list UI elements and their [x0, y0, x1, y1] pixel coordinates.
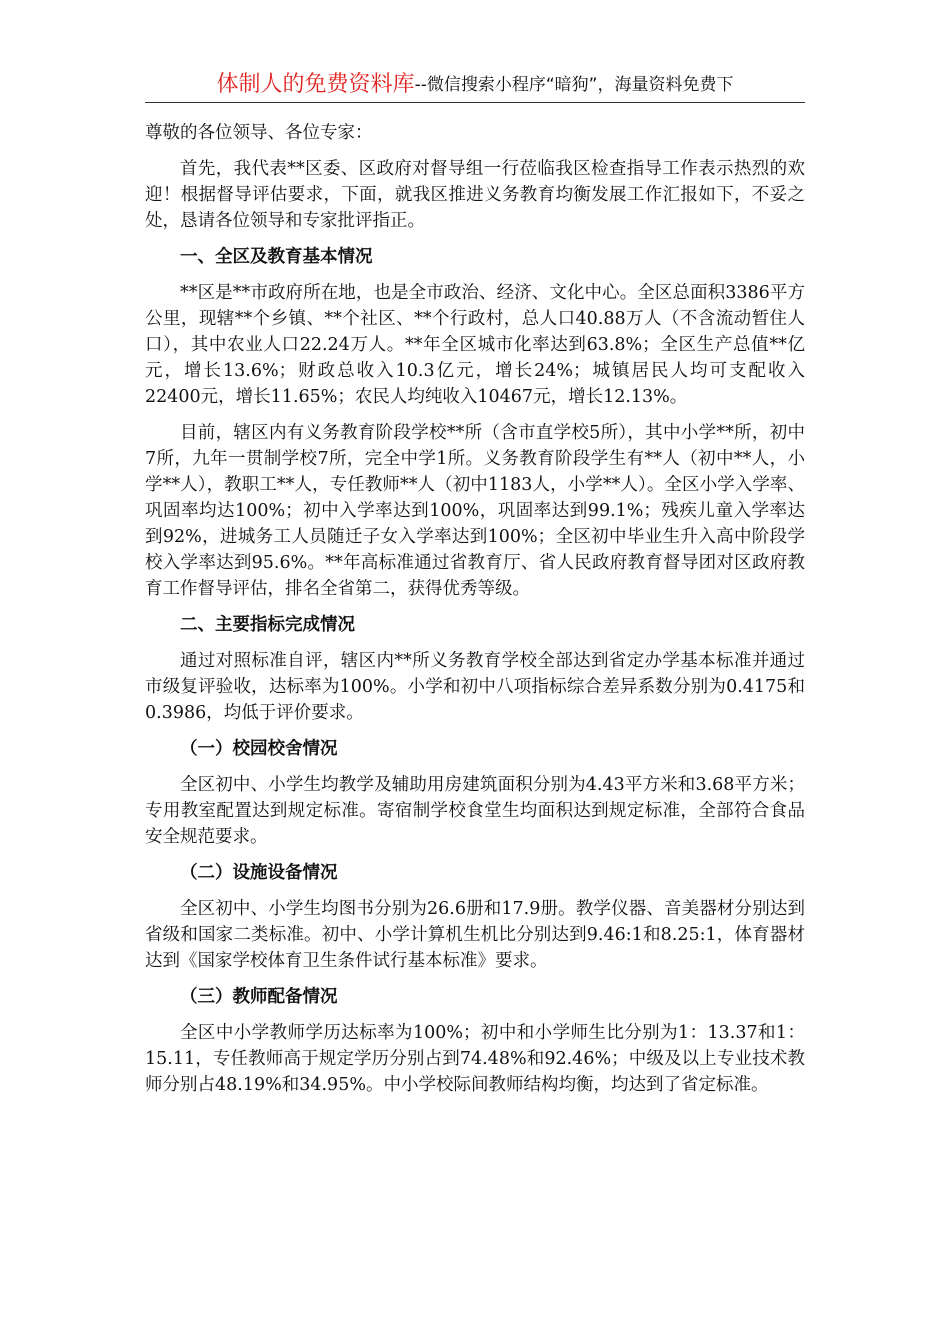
paragraph-indicators-intro: 通过对照标准自评，辖区内**所义务教育学校全部达到省定办学基本标准并通过市级复评验收，达标率为100%。小学和初中八项指标综合差异系数分别为0.4175和0.3986，均低于评价要求。: [145, 651, 805, 723]
paragraph-facilities: 全区初中、小学生均图书分别为26.6册和17.9册。教学仪器、音美器材分别达到省级和国家二类标准。初中、小学计算机生机比分别达到9.46:1和8.25:1，体育器材达到《国家学校体育卫生条件试行基本标准》要求。: [145, 899, 805, 971]
section-heading-basic-situation: 一、全区及教育基本情况: [180, 247, 373, 267]
subsection-heading-campus: （一）校园校舍情况: [180, 739, 338, 759]
paragraph-education-overview: 目前，辖区内有义务教育阶段学校**所（含市直学校5所），其中小学**所，初中7所，九年一贯制学校7所，完全中学1所。义务教育阶段学生有**人（初中**人，小学**人），教职工**人，专任教师**人（初中1183人，小学**人）。全区小学入学率、巩固率均达100%；初中入学率达到100%，巩固率达到99.1%；残疾儿童入学率达到92%，进城务工人员随迁子女入学率达到100%；全区初中毕业生升入高中阶段学校入学率达到95.6%。**年高标准通过省教育厅、省人民政府教育督导团对区政府教育工作督导评估，排名全省第二，获得优秀等级。: [145, 423, 805, 599]
subsection-heading-facilities: （二）设施设备情况: [180, 863, 338, 883]
header-brand: 体制人的免费资料库: [216, 72, 415, 97]
page-header: [145, 66, 805, 103]
paragraph-campus: 全区初中、小学生均教学及辅助用房建筑面积分别为4.43平方米和3.68平方米；专用教室配置达到规定标准。寄宿制学校食堂生均面积达到规定标准，全部符合食品安全规范要求。: [145, 775, 805, 847]
salutation: 尊敬的各位领导、各位专家：: [145, 123, 373, 143]
subsection-heading-teachers: （三）教师配备情况: [180, 987, 338, 1007]
header-tagline: --微信搜索小程序“暗狗”，海量资料免费下: [414, 75, 734, 95]
paragraph-teachers: 全区中小学教师学历达标率为100%；初中和小学师生比分别为1：13.37和1：15.11，专任教师高于规定学历分别占到74.48%和92.46%；中级及以上专业技术教师分别占48.19%和34.95%。中小学校际间教师结构均衡，均达到了省定标准。: [145, 1023, 805, 1095]
paragraph-district-overview: **区是**市政府所在地，也是全市政治、经济、文化中心。全区总面积3386平方公里，现辖**个乡镇、**个社区、**个行政村，总人口40.88万人（不含流动暂住人口），其中农业人口22.24万人。**年全区城市化率达到63.8%；全区生产总值**亿元，增长13.6%；财政总收入10.3亿元，增长24%；城镇居民人均可支配收入22400元，增长11.65%；农民人均纯收入10467元，增长12.13%。: [145, 283, 805, 407]
section-heading-key-indicators: 二、主要指标完成情况: [180, 615, 355, 635]
document-body: [145, 120, 805, 1108]
intro-paragraph: 首先，我代表**区委、区政府对督导组一行莅临我区检查指导工作表示热烈的欢迎！根据督导评估要求，下面，就我区推进义务教育均衡发展工作汇报如下，不妥之处，恳请各位领导和专家批评指正。: [145, 159, 805, 231]
